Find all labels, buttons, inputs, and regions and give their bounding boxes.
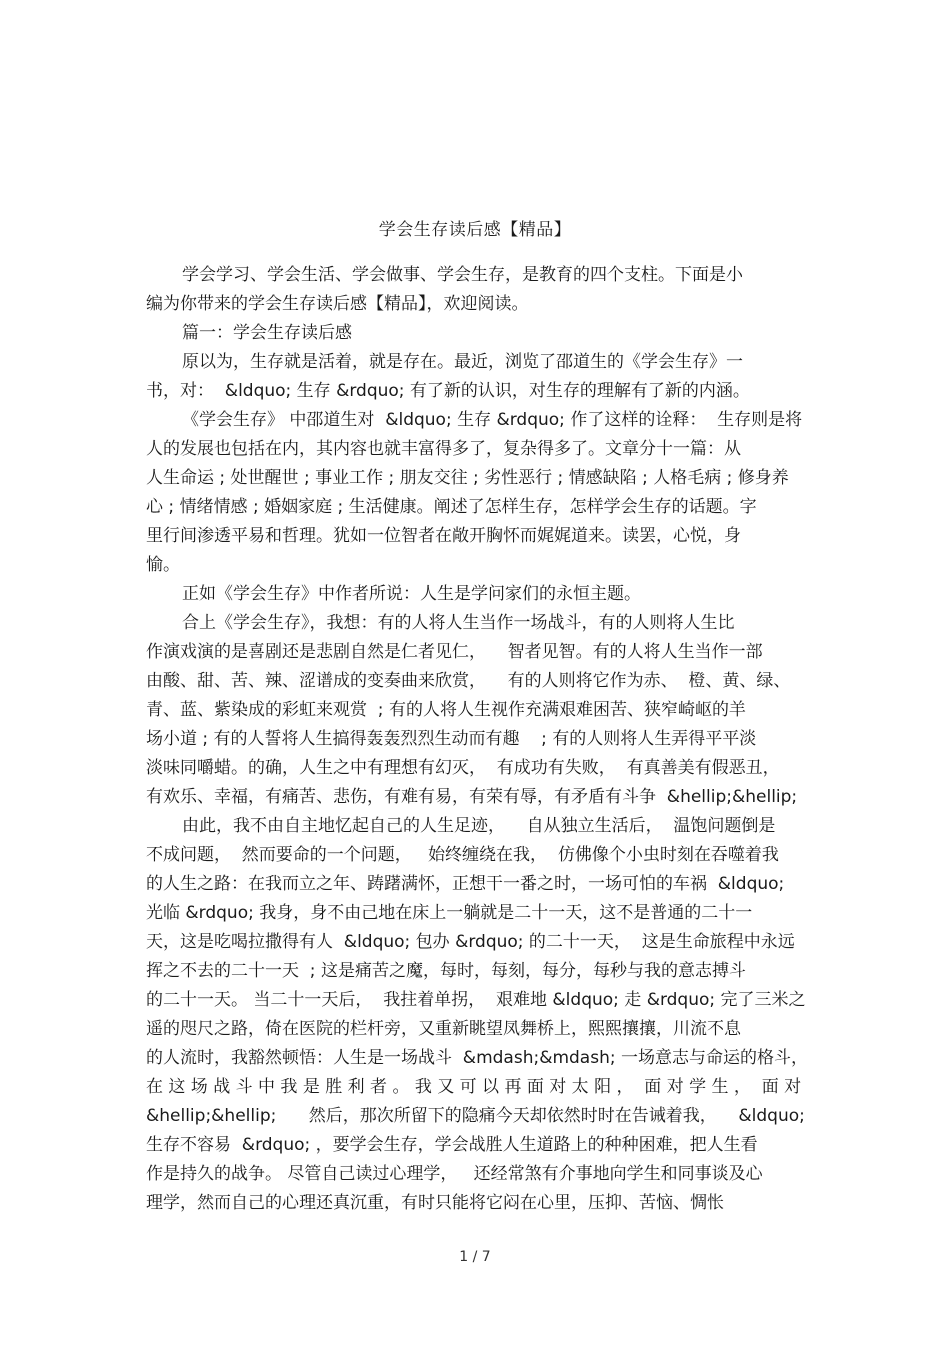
- text-line: 《学会生存》 中邵道生对 &ldquo; 生存 &rdquo; 作了这样的诠释： 生存则是将: [182, 410, 803, 430]
- text-line: 人的发展也包括在内，其内容也就丰富得多了，复杂得多了。文章分十一篇：从: [146, 439, 741, 459]
- text-line: &hellip;&hellip; 然后，那次所留下的隐痛今天却依然时时在告诫着我， &ldquo;: [146, 1106, 805, 1126]
- text-line: 里行间渗透平易和哲理。犹如一位智者在敞开胸怀而娓娓道来。读罢，心悦，身: [146, 526, 741, 546]
- text-line: 天，这是吃喝拉撒得有人 &ldquo; 包办 &rdquo; 的二十一天， 这是生命旅程中永远: [146, 932, 795, 952]
- text-line: 的二十一天。 当二十一天后， 我拄着单拐， 艰难地 &ldquo; 走 &rdquo; 完了三米之: [146, 990, 806, 1010]
- text-line: 理学，然而自己的心理还真沉重，有时只能将它闷在心里，压抑、苦恼、惆怅: [146, 1193, 724, 1213]
- text-line: 篇一：学会生存读后感: [182, 323, 352, 343]
- text-line: 淡味同嚼蜡。的确，人生之中有理想有幻灭， 有成功有失败， 有真善美有假恶丑，: [146, 758, 780, 778]
- page-number: 1 / 7: [459, 1249, 491, 1265]
- document-title: 学会生存读后感【精品】: [378, 220, 572, 240]
- text-line: 作是持久的战争。 尽管自己读过心理学， 还经常煞有介事地向学生和同事谈及心: [146, 1164, 763, 1184]
- text-line: 正如《学会生存》中作者所说：人生是学问家们的永恒主题。: [182, 584, 641, 604]
- text-line: 心 ; 情绪情感 ; 婚姻家庭 ; 生活健康。阐述了怎样生存，怎样学会生存的话题。字: [146, 497, 757, 517]
- text-line: 遥的咫尺之路，倚在医院的栏杆旁，又重新眺望凤舞桥上，熙熙攘攘，川流不息: [146, 1019, 741, 1039]
- text-line: 原以为，生存就是活着，就是存在。最近，浏览了邵道生的《学会生存》一: [182, 352, 743, 372]
- text-line: 的人生之路：在我而立之年、踌躇满怀，正想干一番之时，一场可怕的车祸 &ldquo;: [146, 874, 785, 894]
- text-line: 由酸、甜、苦、辣、涩谱成的变奏曲来欣赏， 有的人则将它作为赤、 橙、黄、绿、: [146, 671, 791, 691]
- text-line: 光临 &rdquo; 我身，身不由己地在床上一躺就是二十一天，这不是普通的二十一: [146, 903, 753, 923]
- text-line: 挥之不去的二十一天 ; 这是痛苦之魔，每时，每刻，每分，每秒与我的意志搏斗: [146, 961, 746, 981]
- text-line: 场小道 ; 有的人誓将人生搞得轰轰烈烈生动而有趣 ; 有的人则将人生弄得平平淡: [146, 729, 757, 749]
- text-line: 作演戏演的是喜剧还是悲剧自然是仁者见仁， 智者见智。有的人将人生当作一部: [146, 642, 763, 662]
- text-line: 编为你带来的学会生存读后感【精品】，欢迎阅读。: [146, 294, 529, 314]
- text-line: 由此，我不由自主地忆起自己的人生足迹， 自从独立生活后， 温饱问题倒是: [182, 816, 776, 836]
- text-line: 有欢乐、幸福，有痛苦、悲伤，有难有易，有荣有辱，有矛盾有斗争 &hellip;&hellip;: [146, 787, 798, 807]
- text-line: 的人流时，我豁然顿悟：人生是一场战斗 &mdash;&mdash; 一场意志与命运的格斗，: [146, 1048, 808, 1068]
- text-line: 不成问题， 然而要命的一个问题， 始终缠绕在我， 仿佛像个小虫时刻在吞噬着我: [146, 845, 779, 865]
- text-line: 合上《学会生存》，我想：有的人将人生当作一场战斗，有的人则将人生比: [182, 613, 735, 633]
- text-line: 青、蓝、紫染成的彩虹来观赏 ; 有的人将人生视作充满艰难困苦、狭窄崎岖的羊: [146, 700, 746, 720]
- text-line: 愉。: [146, 555, 180, 575]
- text-line: 生存不容易 &rdquo; ，要学会生存，学会战胜人生道路上的种种困难，把人生看: [146, 1135, 758, 1155]
- text-line: 在 这 场 战 斗 中 我 是 胜 利 者 。 我 又 可 以 再 面 对 太 阳 ， 面 对 学 生 ， 面 对: [146, 1077, 802, 1097]
- text-line: 学会学习、学会生活、学会做事、学会生存，是教育的四个支柱。下面是小: [182, 265, 743, 285]
- text-line: 书，对： &ldquo; 生存 &rdquo; 有了新的认识，对生存的理解有了新的内涵。: [146, 381, 750, 401]
- text-line: 人生命运 ; 处世醒世 ; 事业工作 ; 朋友交往 ; 劣性恶行 ; 情感缺陷 ; 人格毛病 ; 修身养: [146, 468, 789, 488]
